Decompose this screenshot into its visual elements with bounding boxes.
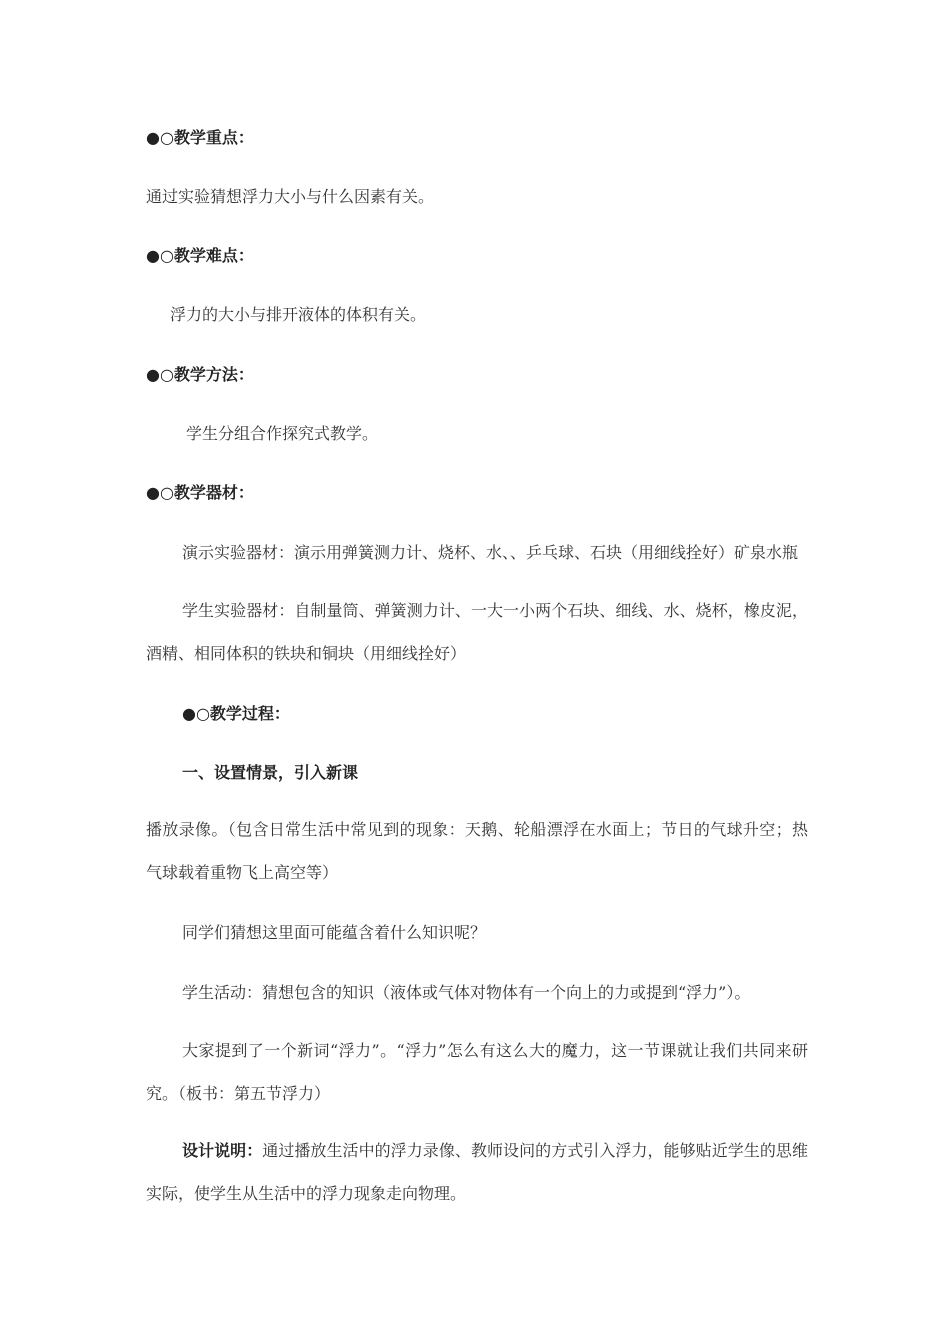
demo-materials-text: 演示实验器材：演示用弹簧测力计、烧杯、水、、乒乓球、石块（用细线拴好）矿泉水瓶 xyxy=(182,543,799,562)
heading-key-points: ●○教学重点： xyxy=(146,128,254,147)
heading-process: ●○教学过程： xyxy=(182,704,290,723)
design-note-label: 设计说明： xyxy=(182,1141,263,1160)
method-text: 学生分组合作探究式教学。 xyxy=(186,424,379,443)
question-text: 同学们猜想这里面可能蕴含着什么知识呢？ xyxy=(182,923,487,942)
key-points-text: 通过实验猜想浮力大小与什么因素有关。 xyxy=(146,187,435,206)
design-note xyxy=(146,1129,808,1215)
student-materials-text: 学生实验器材：自制量筒、弹簧测力计、一大一小两个石块、细线、水、烧杯，橡皮泥，酒精、相同体积的铁块和铜块（用细线拴好） xyxy=(146,601,808,663)
step1-title: 一、设置情景，引入新课 xyxy=(182,763,359,782)
heading-method: ●○教学方法： xyxy=(146,365,254,384)
difficulty-text: 浮力的大小与排开液体的体积有关。 xyxy=(170,305,427,324)
intro-text: 大家提到了一个新词“浮力”。“浮力”怎么有这么大的魔力，这一节课就让我们共同来研究。（板书：第五节浮力） xyxy=(146,1041,808,1103)
heading-difficulty: ●○教学难点： xyxy=(146,246,254,265)
heading-materials: ●○教学器材： xyxy=(146,483,254,502)
video-text: 播放录像。（包含日常生活中常见到的现象：天鹅、轮船漂浮在水面上；节日的气球升空；热气球载着重物飞上高空等） xyxy=(146,820,808,882)
design-note-body: 通过播放生活中的浮力录像、教师设问的方式引入浮力，能够贴近学生的思维实际，使学生从生活中的浮力现象走向物理。 xyxy=(146,1141,808,1203)
activity-text: 学生活动：猜想包含的知识（液体或气体对物体有一个向上的力或提到“浮力”）。 xyxy=(182,983,751,1002)
